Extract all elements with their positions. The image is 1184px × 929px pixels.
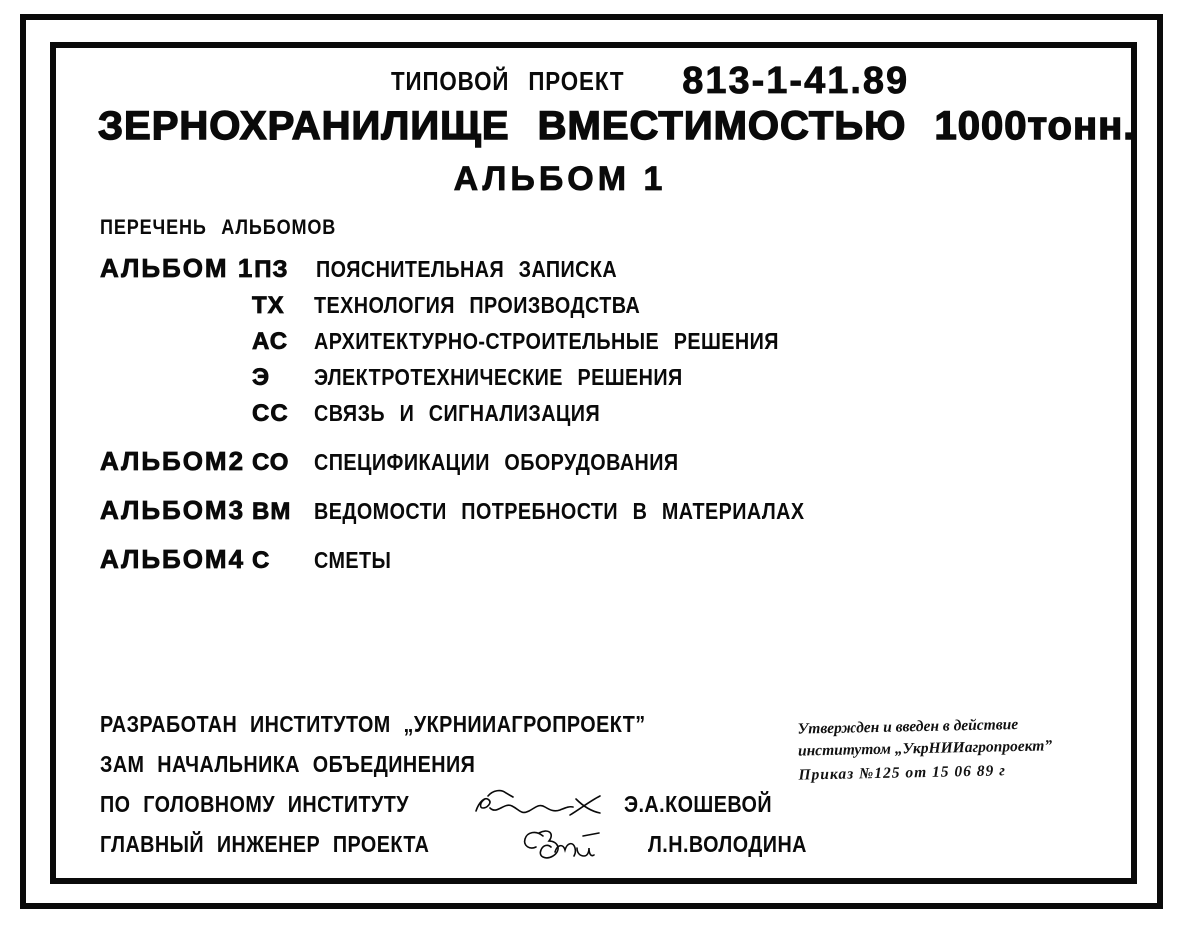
signatory-row xyxy=(100,790,773,818)
signature-volodina xyxy=(483,824,648,864)
album-row xyxy=(100,255,880,283)
album-label: АЛЬБОМ2 xyxy=(100,446,246,476)
signatory-name: Э.А.КОШЕВОЙ xyxy=(624,790,773,817)
doc-type-label: ТИПОВОЙ ПРОЕКТ xyxy=(390,66,625,96)
album-code: АС xyxy=(252,328,289,355)
signatory-row xyxy=(100,830,807,858)
album-code: С xyxy=(252,547,271,574)
album-row xyxy=(100,400,880,427)
album-description: СПЕЦИФИКАЦИИ ОБОРУДОВАНИЯ xyxy=(314,449,679,475)
developed-by-line: РАЗРАБОТАН ИНСТИТУТОМ „УКРНИИАГРОПРОЕКТ” xyxy=(100,711,646,737)
album-row xyxy=(100,292,880,319)
doc-type-line xyxy=(0,60,1184,103)
album-row xyxy=(100,497,880,525)
albums-list-heading: ПЕРЕЧЕНЬ АЛЬБОМОВ xyxy=(100,216,337,239)
album-description: ВЕДОМОСТИ ПОТРЕБНОСТИ В МАТЕРИАЛАХ xyxy=(314,498,805,524)
album-row xyxy=(100,328,880,355)
doc-number: 813-1-41.89 xyxy=(682,60,910,102)
album-label: АЛЬБОМ 1 xyxy=(100,253,255,283)
album-code: ТХ xyxy=(252,292,285,319)
approval-note xyxy=(797,713,1053,786)
association-line: ЗАМ НАЧАЛЬНИКА ОБЪЕДИНЕНИЯ xyxy=(100,751,476,777)
approval-line-2: институтом „УкрНИИагропроект” xyxy=(797,737,1053,760)
album-code: ПЗ xyxy=(254,256,289,283)
signatory-role: ГЛАВНЫЙ ИНЖЕНЕР ПРОЕКТА xyxy=(100,830,430,857)
album-description: АРХИТЕКТУРНО-СТРОИТЕЛЬНЫЕ РЕШЕНИЯ xyxy=(314,328,779,354)
signatory-name: Л.Н.ВОЛОДИНА xyxy=(647,830,807,857)
album-code: ВМ xyxy=(252,498,292,525)
footer-signature-block xyxy=(100,710,807,870)
album-row xyxy=(100,364,880,391)
album-description: ЭЛЕКТРОТЕХНИЧЕСКИЕ РЕШЕНИЯ xyxy=(314,364,683,390)
album-row xyxy=(100,448,880,476)
page-title: ЗЕРНОХРАНИЛИЩЕ ВМЕСТИМОСТЬЮ 1000тонн. xyxy=(98,104,1136,148)
album-row xyxy=(100,546,880,574)
approval-line-3: Приказ №125 от 15 06 89 г xyxy=(798,762,1007,784)
album-description: СВЯЗЬ И СИГНАЛИЗАЦИЯ xyxy=(314,400,601,426)
album-code: Э xyxy=(252,364,271,391)
album-label: АЛЬБОМ3 xyxy=(100,495,246,525)
signatory-role: ПО ГОЛОВНОМУ ИНСТИТУТУ xyxy=(100,790,410,817)
album-code: СО xyxy=(252,449,290,476)
approval-line-1: Утвержден и введен в действие xyxy=(797,716,1019,738)
signature-koshevoy xyxy=(459,787,624,821)
album-description: ПОЯСНИТЕЛЬНАЯ ЗАПИСКА xyxy=(316,256,618,282)
albums-table xyxy=(100,255,880,574)
album-code: СС xyxy=(252,400,289,427)
album-label: АЛЬБОМ4 xyxy=(100,544,246,574)
album-description: СМЕТЫ xyxy=(314,547,392,573)
album-title: АЛЬБОМ 1 xyxy=(453,160,667,198)
album-description: ТЕХНОЛОГИЯ ПРОИЗВОДСТВА xyxy=(314,292,641,318)
